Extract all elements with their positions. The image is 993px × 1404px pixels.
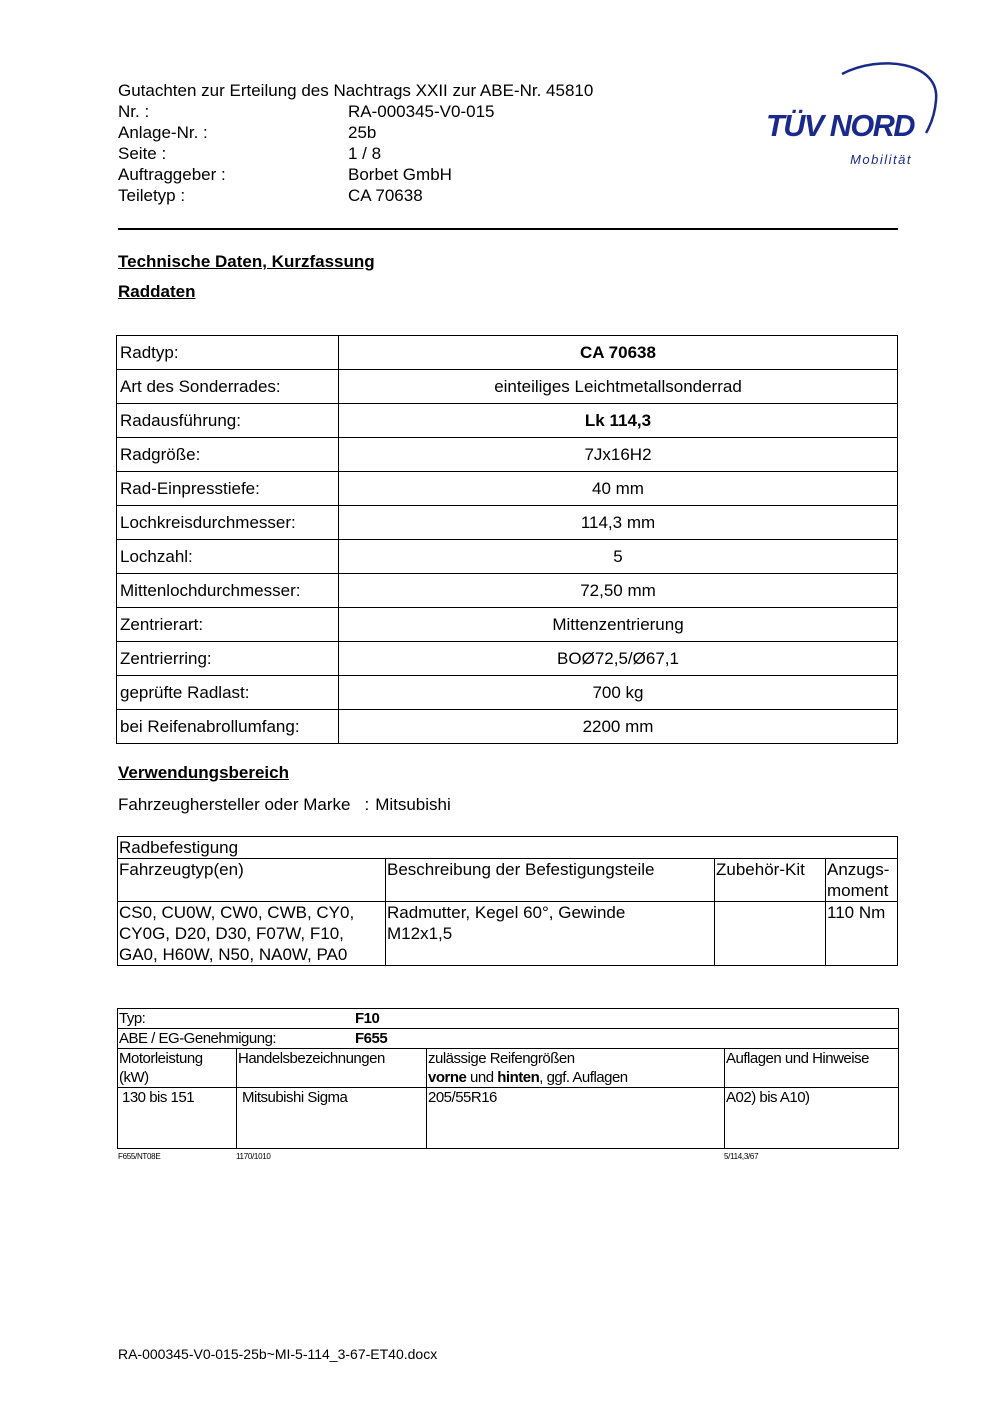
table-row [117, 506, 898, 540]
desc-line: M12x1,5 [387, 924, 453, 943]
table-row [118, 1049, 899, 1088]
wheel-label: Lochkreisdurchmesser: [117, 506, 339, 540]
table-row [118, 837, 898, 859]
desc-line: Radmutter, Kegel 60°, Gewinde [387, 903, 626, 922]
logo-brand: TÜV NORD [766, 108, 916, 143]
typ-label: Typ: [119, 1010, 146, 1027]
vehicle-type-table [117, 1008, 899, 1149]
table-row [117, 676, 898, 710]
header-torque [826, 859, 898, 902]
wheel-label: Mittenlochdurchmesser: [117, 574, 339, 608]
header-key: Seite : [118, 144, 167, 163]
wheel-value: Lk 114,3 [339, 404, 898, 438]
header-key: Nr. : [118, 102, 150, 121]
wheel-label: Zentrierart: [117, 608, 339, 642]
table-row [117, 710, 898, 744]
code-bolt-pattern: 5/114,3/67 [724, 1152, 759, 1161]
types-line: CY0G, D20, D30, F07W, F10, [119, 924, 344, 943]
wheel-label: geprüfte Radlast: [117, 676, 339, 710]
header-field-seite [118, 143, 593, 164]
header-tyres-rest: , ggf. Auflagen [539, 1069, 628, 1086]
header-key: Anlage-Nr. : [118, 123, 208, 142]
header-field-nr [118, 101, 593, 122]
wheel-label: bei Reifenabrollumfang: [117, 710, 339, 744]
kit-cell [715, 902, 826, 966]
wheel-value: 72,50 mm [339, 574, 898, 608]
table-row [117, 472, 898, 506]
logo-subtitle: Mobilität [850, 152, 912, 167]
header-torque-line1: Anzugs- [827, 860, 890, 879]
table-row [117, 642, 898, 676]
header-value: RA-000345-V0-015 [348, 102, 495, 121]
header-notes: Auflagen und Hinweise [725, 1049, 899, 1088]
wheel-label: Zentrierring: [117, 642, 339, 676]
header-tyres [427, 1049, 725, 1088]
wheel-label: Lochzahl: [117, 540, 339, 574]
table-row [118, 1029, 899, 1049]
types-line: GA0, H60W, N50, NA0W, PA0 [119, 945, 348, 964]
vehicle-types-cell [118, 902, 386, 966]
header-tyres-and: und [466, 1069, 498, 1086]
header-power [118, 1049, 237, 1088]
wheel-value: 40 mm [339, 472, 898, 506]
maker-value: Mitsubishi [375, 795, 451, 814]
section-wheel-data: Raddaten [118, 282, 196, 301]
table-row [117, 438, 898, 472]
abe-row [118, 1029, 899, 1049]
power-cell: 130 bis 151 [118, 1088, 237, 1149]
mounting-table [117, 836, 898, 966]
vehicle-maker [118, 795, 451, 815]
header-key: Teiletyp : [118, 186, 186, 205]
table-row [118, 1009, 899, 1029]
typ-value: F10 [355, 1010, 380, 1027]
table-row [118, 1088, 899, 1149]
report-header [118, 80, 593, 206]
header-torque-line2: moment [827, 881, 889, 900]
wheel-value: 5 [339, 540, 898, 574]
wheel-value: CA 70638 [339, 336, 898, 370]
wheel-value: 2200 mm [339, 710, 898, 744]
table-row [118, 902, 898, 966]
header-tyres-rear: hinten [497, 1069, 540, 1086]
header-field-auftraggeber [118, 164, 593, 185]
wheel-value: einteiliges Leichtmetallsonderrad [339, 370, 898, 404]
mounting-title: Radbefestigung [118, 837, 898, 859]
table-row [118, 859, 898, 902]
footer-filename: RA-000345-V0-015-25b~MI-5-114_3-67-ET40.docx [118, 1346, 438, 1362]
wheel-label: Art des Sonderrades: [117, 370, 339, 404]
wheel-label: Radgröße: [117, 438, 339, 472]
tuev-nord-logo [760, 58, 940, 170]
wheel-data-table [116, 335, 898, 744]
wheel-label: Radausführung: [117, 404, 339, 438]
wheel-label: Rad-Einpresstiefe: [117, 472, 339, 506]
wheel-value: 7Jx16H2 [339, 438, 898, 472]
table-row [117, 540, 898, 574]
maker-separator: : [364, 795, 370, 814]
table-row [117, 370, 898, 404]
code-weight: 1170/1010 [236, 1152, 271, 1161]
header-value: 25b [348, 123, 377, 142]
type-row [118, 1009, 899, 1029]
header-vehicle-types: Fahrzeugtyp(en) [118, 859, 386, 902]
table-row [117, 574, 898, 608]
header-value: Borbet GmbH [348, 165, 452, 184]
abe-value: F655 [355, 1030, 388, 1047]
section-technical: Technische Daten, Kurzfassung [118, 252, 375, 271]
wheel-value: Mittenzentrierung [339, 608, 898, 642]
header-description: Beschreibung der Befestigungsteile [386, 859, 715, 902]
header-field-anlage [118, 122, 593, 143]
header-key: Auftraggeber : [118, 165, 226, 184]
tyre-cell: 205/55R16 [427, 1088, 725, 1149]
maker-label: Fahrzeughersteller oder Marke [118, 795, 351, 814]
torque-cell: 110 Nm [826, 902, 898, 966]
section-usage: Verwendungsbereich [118, 763, 289, 782]
header-tyres-line1: zulässige Reifengrößen [428, 1050, 575, 1067]
header-kit: Zubehör-Kit [715, 859, 826, 902]
table-row [117, 336, 898, 370]
report-title: Gutachten zur Erteilung des Nachtrags XXII zur ABE-Nr. 45810 [118, 81, 594, 100]
description-cell [386, 902, 715, 966]
header-tyres-front: vorne [428, 1069, 467, 1086]
table-row [117, 404, 898, 438]
code-approval: F655/NT08E [118, 1152, 161, 1161]
table-row [117, 608, 898, 642]
header-value: 1 / 8 [348, 144, 382, 163]
header-field-teiletyp [118, 185, 593, 206]
trade-name-cell: Mitsubishi Sigma [237, 1088, 427, 1149]
wheel-value: BOØ72,5/Ø67,1 [339, 642, 898, 676]
notes-cell: A02) bis A10) [725, 1088, 899, 1149]
wheel-value: 114,3 mm [339, 506, 898, 540]
wheel-label: Radtyp: [117, 336, 339, 370]
header-divider [118, 228, 898, 230]
types-line: CS0, CU0W, CW0, CWB, CY0, [119, 903, 355, 922]
abe-label: ABE / EG-Genehmigung: [119, 1030, 277, 1047]
header-power-line2: (kW) [119, 1069, 149, 1086]
header-trade-names: Handelsbezeichnungen [237, 1049, 427, 1088]
header-value: CA 70638 [348, 186, 423, 205]
wheel-value: 700 kg [339, 676, 898, 710]
header-power-line1: Motorleistung [119, 1050, 203, 1067]
